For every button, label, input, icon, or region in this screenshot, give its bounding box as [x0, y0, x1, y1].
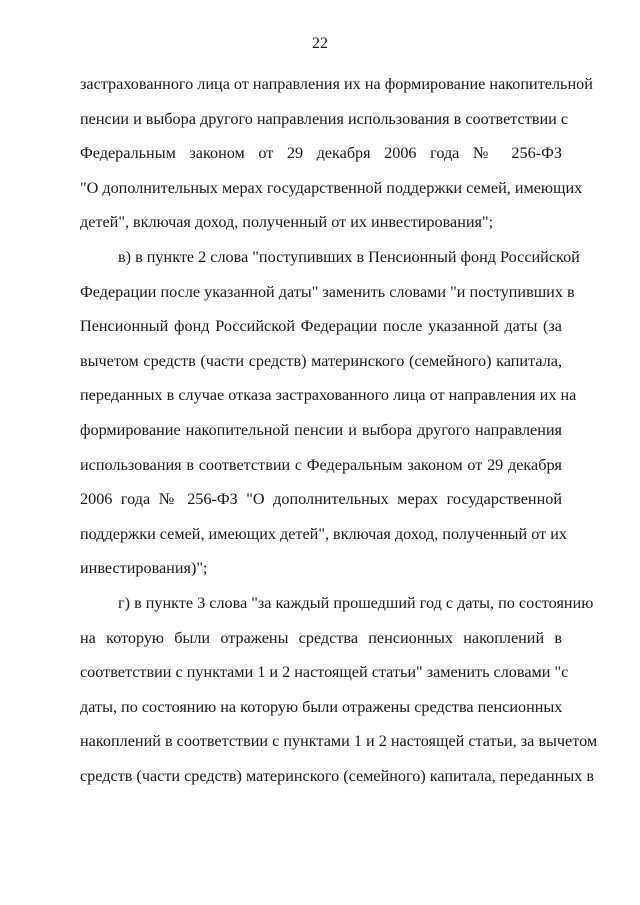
- text-line: соответствии с пунктами 1 и 2 настоящей статьи" заменить словами "с: [80, 663, 569, 682]
- document-body: [80, 67, 598, 793]
- text-line: вычетом средств (части средств) материнского (семейного) капитала,: [80, 351, 562, 370]
- text-line: Федеральным законом от 29 декабря 2006 года № 256-ФЗ: [80, 144, 562, 163]
- text-line: переданных в случае отказа застрахованного лица от направления их на: [80, 386, 577, 405]
- text-line: Федерации после указанной даты" заменить словами "и поступивших в: [80, 282, 575, 301]
- text-line: поддержки семей, имеющих детей", включая доход, полученный от их: [80, 524, 567, 543]
- text-line: 2006 года № 256-ФЗ "О дополнительных мерах государственной: [80, 490, 562, 509]
- page-number: 22: [312, 35, 328, 52]
- text-line: "О дополнительных мерах государственной поддержки семей, имеющих: [80, 178, 583, 197]
- text-line: застрахованного лица от направления их на формирование накопительной: [80, 75, 593, 93]
- text-line: накоплений в соответствии с пунктами 1 и 2 настоящей статьи, за вычетом: [80, 732, 598, 751]
- text-line: детей", включая доход, полученный от их инвестирования";: [80, 213, 494, 232]
- text-line: даты, по состоянию на которую были отражены средства пенсионных: [80, 697, 563, 716]
- text-line: средств (части средств) материнского (семейного) капитала, переданных в: [80, 766, 594, 785]
- text-line: пенсии и выбора другого направления использования в соответствии с: [80, 109, 569, 128]
- text-line: инвестирования)";: [80, 559, 208, 578]
- text-line: Пенсионный фонд Российской Федерации после указанной даты (за: [80, 317, 562, 336]
- text-line: формирование накопительной пенсии и выбора другого направления: [80, 420, 562, 439]
- text-line: на которую были отражены средства пенсионных накоплений в: [80, 628, 562, 647]
- paragraph-v-start: в) в пункте 2 слова "поступивших в Пенсионный фонд Российской: [118, 247, 580, 266]
- paragraph-g-start: г) в пункте 3 слова "за каждый прошедший год с даты, по состоянию: [118, 593, 594, 612]
- text-line: использования в соответствии с Федеральным законом от 29 декабря: [80, 455, 562, 474]
